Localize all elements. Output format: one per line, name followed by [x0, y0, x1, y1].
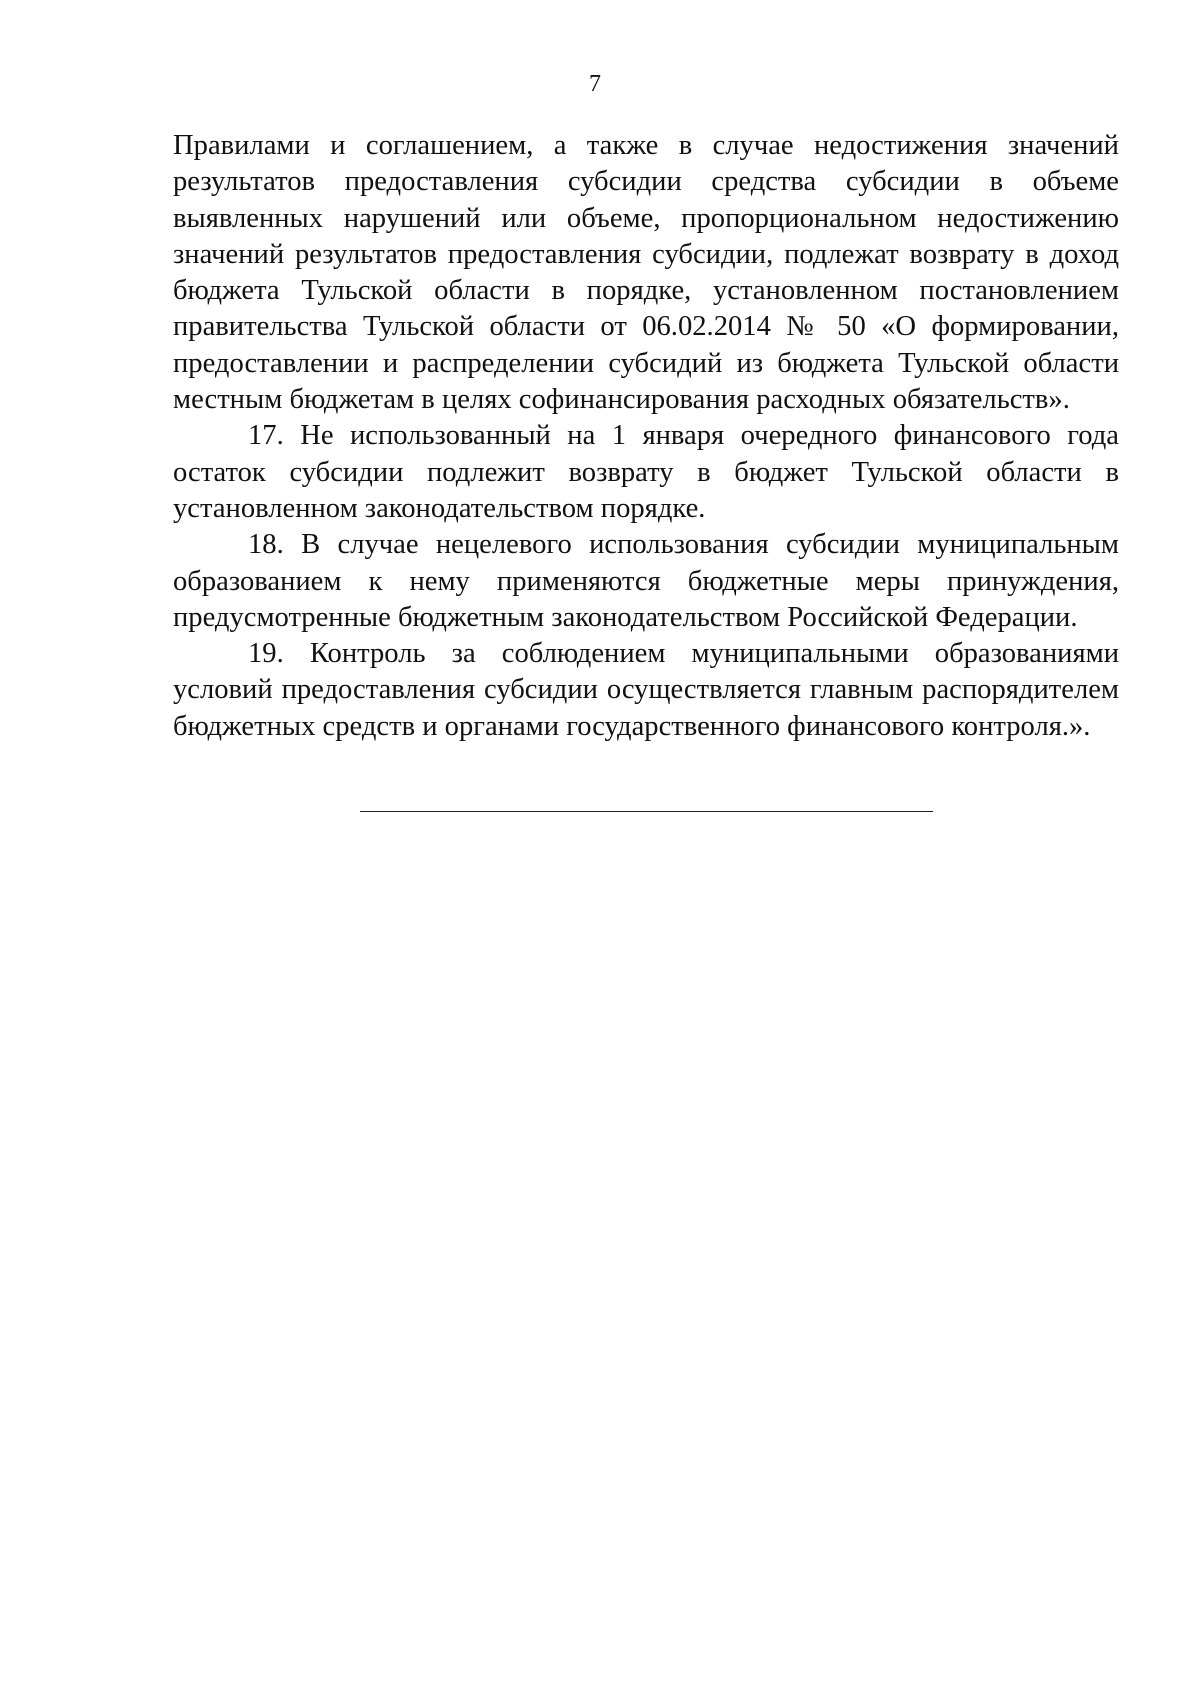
- page-number: 7: [589, 71, 601, 97]
- paragraph-item-19: 19. Контроль за соблюдением муниципальными образованиями условий предоставления субсидии осуществляется главным распорядителем бюджетных средств и органами государственного финансового контроля.».: [173, 638, 1119, 742]
- paragraph-item-18: 18. В случае нецелевого использования субсидии муниципальным образованием к нему применяются бюджетные меры принуждения, предусмотренные бюджетным законодательством Российской Федерации.: [173, 529, 1119, 633]
- paragraph-continuation: Правилами и соглашением, а также в случае недостижения значений результатов предоставления субсидии средства субсидии в объеме выявленных нарушений или объеме, пропорциональном недостижению значений результатов предоставления субсидии, подлежат возврату в доход бюджета Тульской области в порядке, установленном постановлением правительства Тульской области от 06.02.2014 № 50 «О формировании, предоставлении и распределении субсидий из бюджета Тульской области местным бюджетам в целях софинансирования расходных обязательств».: [173, 130, 1119, 416]
- document-body: [173, 128, 1119, 745]
- paragraph-item-17: 17. Не использованный на 1 января очередного финансового года остаток субсидии подлежит возврату в бюджет Тульской области в установленном законодательством порядке.: [173, 420, 1119, 524]
- end-of-text-rule: [360, 811, 933, 812]
